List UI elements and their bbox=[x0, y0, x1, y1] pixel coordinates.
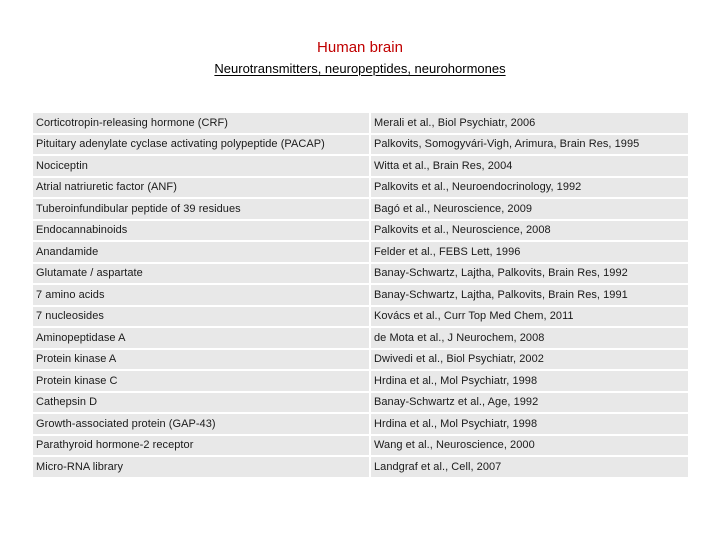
reference-cell: Banay-Schwartz et al., Age, 1992 bbox=[371, 393, 688, 413]
substance-cell: Glutamate / aspartate bbox=[33, 264, 369, 284]
substance-cell: Parathyroid hormone-2 receptor bbox=[33, 436, 369, 456]
reference-table bbox=[31, 111, 690, 479]
substance-cell: 7 amino acids bbox=[33, 285, 369, 305]
substance-cell: Endocannabinoids bbox=[33, 221, 369, 241]
table-row bbox=[33, 393, 688, 413]
substance-cell: Tuberoinfundibular peptide of 39 residues bbox=[33, 199, 369, 219]
reference-cell: Banay-Schwartz, Lajtha, Palkovits, Brain Res, 1991 bbox=[371, 285, 688, 305]
table-row bbox=[33, 242, 688, 262]
substance-cell: Growth-associated protein (GAP-43) bbox=[33, 414, 369, 434]
reference-cell: Kovács et al., Curr Top Med Chem, 2011 bbox=[371, 307, 688, 327]
table-row bbox=[33, 135, 688, 155]
substance-cell: 7 nucleosides bbox=[33, 307, 369, 327]
substance-cell: Nociceptin bbox=[33, 156, 369, 176]
table-row bbox=[33, 457, 688, 477]
page-subtitle: Neurotransmitters, neuropeptides, neurohormones bbox=[214, 61, 506, 76]
reference-cell: Bagó et al., Neuroscience, 2009 bbox=[371, 199, 688, 219]
reference-cell: Palkovits et al., Neuroendocrinology, 1992 bbox=[371, 178, 688, 198]
substance-cell: Protein kinase A bbox=[33, 350, 369, 370]
table-row bbox=[33, 350, 688, 370]
table-row bbox=[33, 113, 688, 133]
reference-cell: Palkovits, Somogyvári-Vigh, Arimura, Brain Res, 1995 bbox=[371, 135, 688, 155]
reference-cell: de Mota et al., J Neurochem, 2008 bbox=[371, 328, 688, 348]
table-row bbox=[33, 328, 688, 348]
substance-cell: Cathepsin D bbox=[33, 393, 369, 413]
page-title: Human brain bbox=[317, 39, 403, 56]
reference-cell: Hrdina et al., Mol Psychiatr, 1998 bbox=[371, 371, 688, 391]
substance-cell: Pituitary adenylate cyclase activating polypeptide (PACAP) bbox=[33, 135, 369, 155]
reference-cell: Dwivedi et al., Biol Psychiatr, 2002 bbox=[371, 350, 688, 370]
substance-cell: Micro-RNA library bbox=[33, 457, 369, 477]
table-row bbox=[33, 307, 688, 327]
table-row bbox=[33, 199, 688, 219]
reference-cell: Banay-Schwartz, Lajtha, Palkovits, Brain Res, 1992 bbox=[371, 264, 688, 284]
table-row bbox=[33, 371, 688, 391]
substance-cell: Anandamide bbox=[33, 242, 369, 262]
table-row bbox=[33, 178, 688, 198]
reference-cell: Hrdina et al., Mol Psychiatr, 1998 bbox=[371, 414, 688, 434]
reference-table-container bbox=[31, 111, 688, 479]
reference-cell: Wang et al., Neuroscience, 2000 bbox=[371, 436, 688, 456]
reference-cell: Landgraf et al., Cell, 2007 bbox=[371, 457, 688, 477]
reference-cell: Merali et al., Biol Psychiatr, 2006 bbox=[371, 113, 688, 133]
substance-cell: Protein kinase C bbox=[33, 371, 369, 391]
table-row bbox=[33, 285, 688, 305]
reference-cell: Felder et al., FEBS Lett, 1996 bbox=[371, 242, 688, 262]
table-row bbox=[33, 156, 688, 176]
reference-table-body bbox=[33, 113, 688, 477]
substance-cell: Corticotropin-releasing hormone (CRF) bbox=[33, 113, 369, 133]
substance-cell: Aminopeptidase A bbox=[33, 328, 369, 348]
reference-cell: Palkovits et al., Neuroscience, 2008 bbox=[371, 221, 688, 241]
reference-cell: Witta et al., Brain Res, 2004 bbox=[371, 156, 688, 176]
table-row bbox=[33, 264, 688, 284]
table-row bbox=[33, 221, 688, 241]
substance-cell: Atrial natriuretic factor (ANF) bbox=[33, 178, 369, 198]
table-row bbox=[33, 414, 688, 434]
table-row bbox=[33, 436, 688, 456]
